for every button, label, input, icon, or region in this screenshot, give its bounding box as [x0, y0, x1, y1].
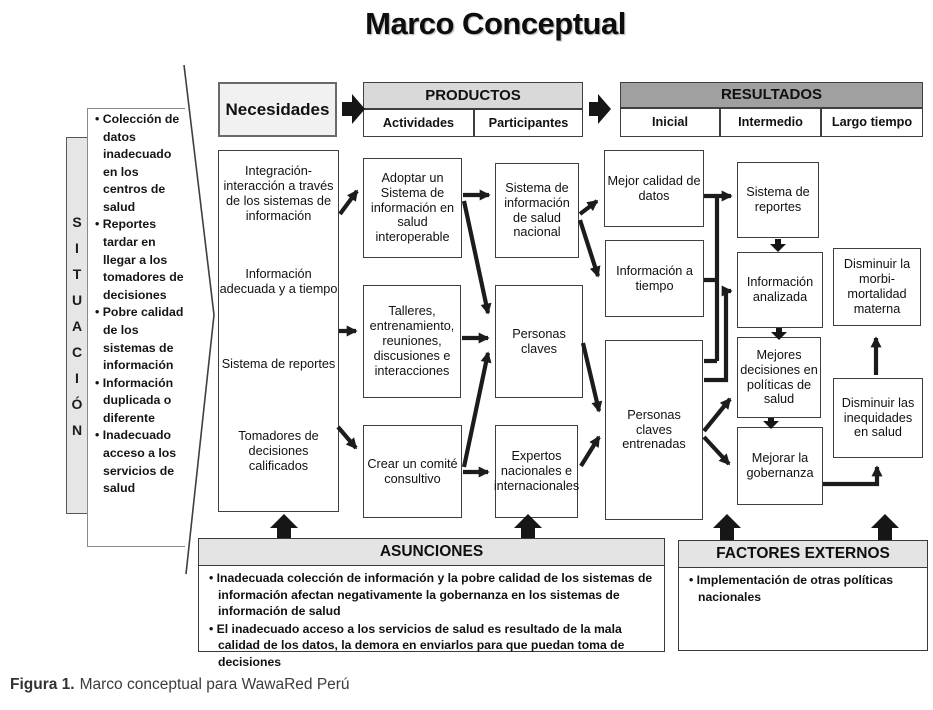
right-arrow-icon [342, 94, 365, 124]
situacion-letter: N [71, 421, 83, 438]
result-box-informacion-analizada: Información analizada [737, 252, 823, 328]
result-box-inequidades: Disminuir las inequidades en salud [833, 378, 923, 458]
activity-box-comite: Crear un comité consultivo [363, 425, 462, 518]
asuncion-bullet: • El inadecuado acceso a los servicios de salud es resultado de la mala calidad de los datos, la demora en enviarlos para que puedan toma de decisiones [209, 621, 658, 671]
arrow-necesidades-comite [338, 427, 356, 448]
situacion-letter: Ó [71, 395, 83, 412]
arrow-entrenadas-info-analizada [704, 291, 731, 380]
arrow-entrenadas-mejores-decisiones [704, 399, 730, 431]
situacion-bullet-list [95, 111, 184, 498]
asunciones-list [209, 570, 658, 671]
situacion-letter: I [75, 369, 79, 386]
arrow-comite-personas-claves [464, 353, 488, 467]
situacion-bullet: • Reportes tardar en llegar a los tomadores de decisiones [95, 216, 184, 304]
page-title: Marco Conceptual [365, 6, 626, 41]
column-header-participantes: Participantes [474, 109, 583, 137]
need-item-informacion-adecuada: Información adecuada y a tiempo [219, 267, 338, 296]
column-header-intermedio: Intermedio [720, 108, 821, 137]
asuncion-bullet: • Inadecuada colección de información y la pobre calidad de los sistemas de información afectan negativamente la gobernanza en los sistemas de información de salud [209, 570, 658, 620]
up-arrow-icon [270, 514, 298, 538]
result-box-morbi-mortalidad: Disminuir la morbi-mortalidad materna [833, 248, 921, 326]
situacion-letter: C [71, 343, 83, 360]
asunciones-panel [198, 538, 665, 669]
need-item-tomadores: Tomadores de decisiones calificados [238, 429, 319, 473]
up-arrow-icon [871, 514, 899, 540]
figure-caption-text: Marco conceptual para WawaRed Perú [79, 676, 350, 693]
column-header-inicial: Inicial [620, 108, 720, 137]
activity-box-talleres: Talleres, entrenamiento, reuniones, discusiones e interacciones [363, 285, 461, 398]
activity-box-adoptar-sistema: Adoptar un Sistema de información en salud interoperable [363, 158, 462, 258]
arrow-adoptar-personas-claves [464, 201, 488, 313]
need-item-integracion: Integración-interacción a través de los sistemas de información [223, 164, 334, 223]
result-box-informacion-tiempo: Información a tiempo [605, 240, 704, 317]
arrow-expertos-entrenadas [581, 437, 599, 466]
participant-box-expertos: Expertos nacionales e internacionales [495, 425, 578, 518]
result-box-personas-entrenadas: Personas claves entrenadas [605, 340, 703, 520]
arrow-necesidades-adoptar [340, 191, 357, 214]
productos-header: PRODUCTOS [363, 82, 583, 109]
result-box-mejores-decisiones: Mejores decisiones en políticas de salud [737, 337, 821, 418]
situacion-bullet: • Pobre calidad de los sistemas de información [95, 304, 184, 374]
situacion-letter: U [71, 291, 83, 308]
arrow-sistema-nacional-info-tiempo [580, 220, 598, 276]
right-arrow-icon [589, 94, 611, 124]
factores-externos-list [689, 572, 921, 605]
result-box-mejor-calidad: Mejor calidad de datos [604, 150, 704, 227]
necesidades-header: Necesidades [218, 82, 337, 137]
column-header-largo-tiempo: Largo tiempo [821, 108, 923, 137]
situacion-letter: T [72, 265, 82, 282]
connector-bus-inicial [704, 196, 717, 361]
up-arrow-icon [713, 514, 741, 540]
situacion-bullet: • Inadecuado acceso a los servicios de salud [95, 427, 184, 497]
participant-box-personas-claves: Personas claves [495, 285, 583, 398]
situacion-bullet: • Información duplicada o diferente [95, 375, 184, 428]
arrow-sistema-nacional-mejor-calidad [580, 201, 597, 214]
situacion-bullet: • Colección de datos inadecuado en los centros de salud [95, 111, 184, 216]
asunciones-header: ASUNCIONES [199, 539, 664, 566]
factores-externos-panel [678, 540, 928, 651]
necesidades-column-box [218, 150, 339, 512]
participant-box-sistema-nacional: Sistema de información de salud nacional [495, 163, 579, 258]
situacion-vertical-label [66, 137, 88, 514]
resultados-header: RESULTADOS [620, 82, 923, 108]
down-arrow-icon [770, 239, 786, 252]
factor-externo-bullet: • Implementación de otras políticas nacionales [689, 572, 921, 605]
result-box-sistema-reportes: Sistema de reportes [737, 162, 819, 238]
factores-externos-header: FACTORES EXTERNOS [679, 541, 927, 568]
situacion-bullet-panel [87, 108, 185, 547]
situacion-letter: S [72, 213, 82, 230]
figure-caption-label: Figura 1. [10, 676, 75, 693]
situacion-letter: I [75, 239, 79, 256]
situacion-letter: A [71, 317, 83, 334]
arrow-gobernanza-inequidades [823, 467, 877, 484]
arrow-personas-claves-entrenadas [583, 343, 599, 411]
result-box-gobernanza: Mejorar la gobernanza [737, 427, 823, 505]
column-header-actividades: Actividades [363, 109, 474, 137]
arrow-entrenadas-gobernanza [704, 437, 729, 464]
need-item-sistema-reportes: Sistema de reportes [221, 357, 336, 371]
situacion-chevron-icon [184, 65, 214, 574]
figure-caption [10, 676, 350, 694]
